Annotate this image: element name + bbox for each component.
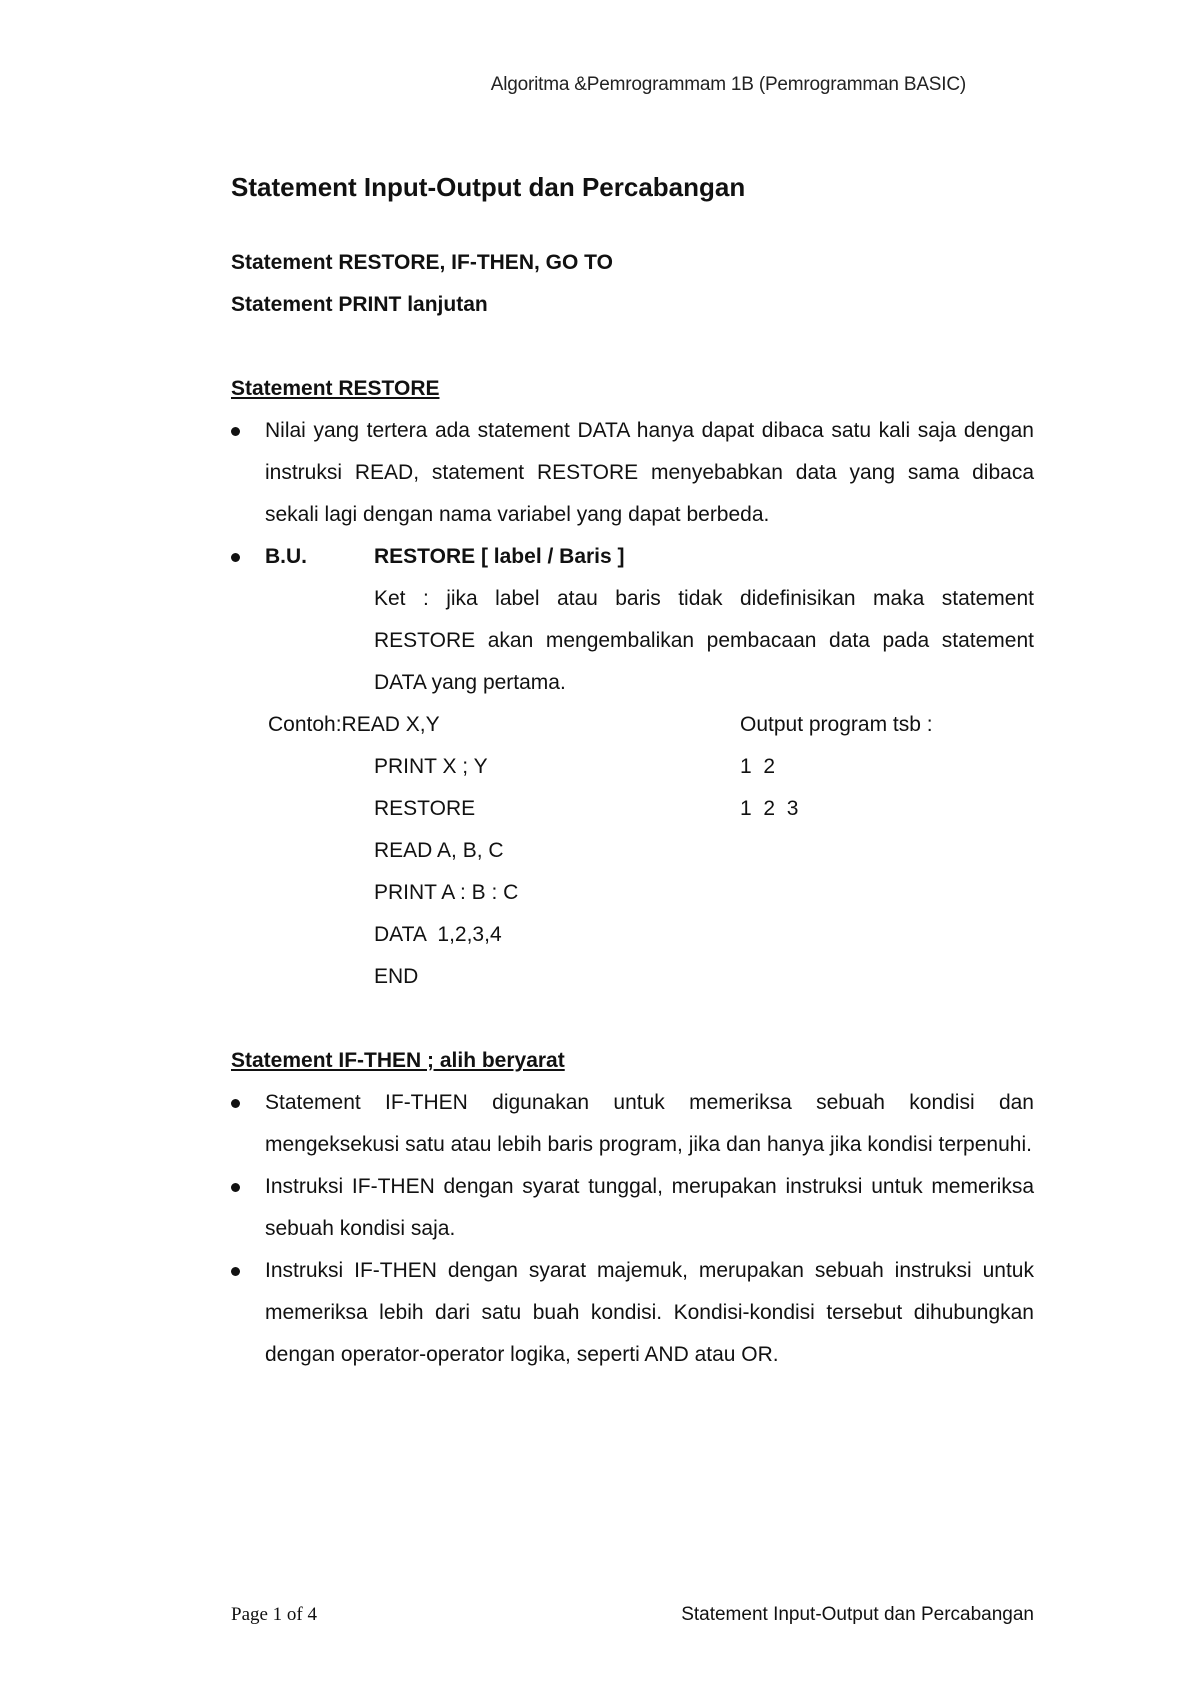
page-body xyxy=(231,168,1034,1376)
bullet-text: Statement IF-THEN digunakan untuk memeriksa sebuah kondisi dan mengeksekusi satu atau lebih baris program, jika dan hanya jika kondisi terpenuhi. xyxy=(265,1091,1034,1156)
subtitle-restore-ifthen-goto: Statement RESTORE, IF-THEN, GO TO xyxy=(231,251,613,274)
syntax-note: Ket : jika label atau baris tidak didefinisikan maka statement RESTORE akan mengembalikan pembacaan data pada statement DATA yang pertama. xyxy=(374,587,1034,694)
output-line: 1 2 xyxy=(740,755,776,778)
footer-title: Statement Input-Output dan Percabangan xyxy=(681,1604,1034,1625)
bullet-icon xyxy=(231,1099,240,1108)
list-item xyxy=(231,410,1034,536)
list-item xyxy=(231,1250,1034,1376)
subtitle-print-lanjutan: Statement PRINT lanjutan xyxy=(231,293,488,316)
code-line: PRINT X ; Y xyxy=(374,755,488,778)
bullet-icon xyxy=(231,553,240,562)
running-header: Algoritma &Pemrogrammam 1B (Pemrogramman BASIC) xyxy=(490,74,966,95)
code-line: END xyxy=(374,965,419,988)
code-line: PRINT A : B : C xyxy=(374,881,519,904)
code-line: READ A, B, C xyxy=(374,839,504,862)
code-line: DATA 1,2,3,4 xyxy=(374,923,502,946)
list-item xyxy=(231,1166,1034,1250)
output-label: Output program tsb : xyxy=(740,713,933,736)
section-heading-ifthen: Statement IF-THEN ; alih beryarat xyxy=(231,1049,565,1072)
syntax-form: RESTORE [ label / Baris ] xyxy=(374,545,625,568)
list-item xyxy=(231,1082,1034,1166)
code-example xyxy=(231,704,1034,998)
page-title: Statement Input-Output dan Percabangan xyxy=(231,172,746,202)
bullet-text: Instruksi IF-THEN dengan syarat majemuk, merupakan sebuah instruksi untuk memeriksa lebih dari satu buah kondisi. Kondisi-kondisi tersebut dihubungkan dengan operator-operator logika, seperti AND atau OR. xyxy=(265,1259,1034,1366)
page-number: Page 1 of 4 xyxy=(231,1604,318,1625)
bullet-text: Instruksi IF-THEN dengan syarat tunggal, merupakan instruksi untuk memeriksa sebuah kondisi saja. xyxy=(265,1175,1034,1240)
syntax-label: B.U. xyxy=(265,545,307,568)
bullet-text: Nilai yang tertera ada statement DATA hanya dapat dibaca satu kali saja dengan instruksi READ, statement RESTORE menyebabkan data yang sama dibaca sekali lagi dengan nama variabel yang dapat berbeda. xyxy=(265,419,1034,526)
bullet-icon xyxy=(231,1267,240,1276)
example-label: Contoh:READ X,Y xyxy=(268,713,440,736)
section-heading-restore: Statement RESTORE xyxy=(231,377,440,400)
syntax-row xyxy=(231,536,1034,578)
output-line: 1 2 3 xyxy=(740,797,799,820)
bullet-icon xyxy=(231,427,240,436)
code-line: RESTORE xyxy=(374,797,476,820)
bullet-icon xyxy=(231,1183,240,1192)
